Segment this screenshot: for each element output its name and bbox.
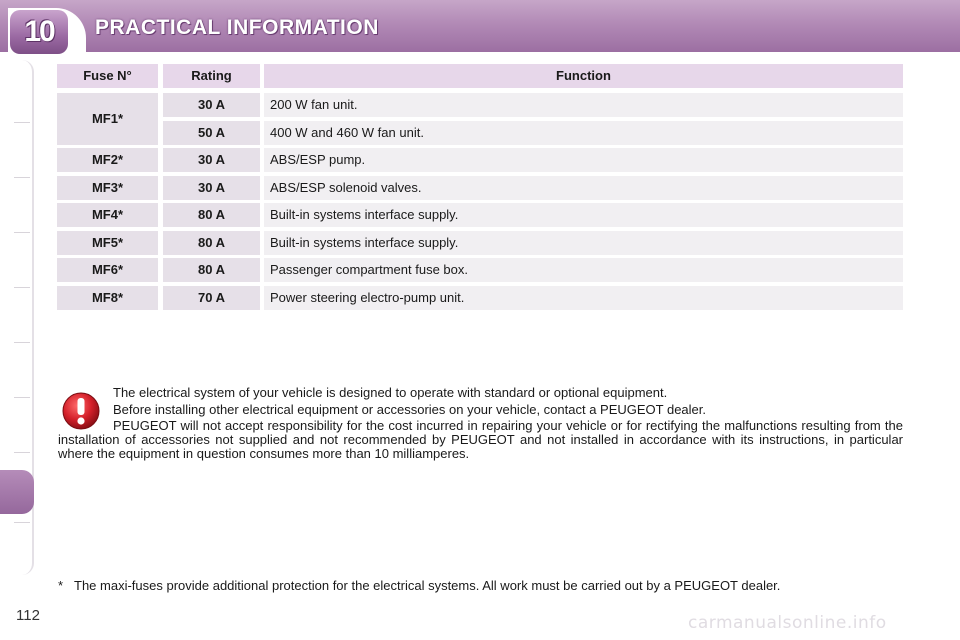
rail-tab-divider [14, 522, 30, 523]
table-header-rating: Rating [163, 64, 260, 88]
table-header-function: Function [264, 64, 903, 88]
rail-tab-active[interactable] [0, 470, 34, 514]
rail-tab-divider [14, 287, 30, 288]
table-cell-rating: 80 A [163, 231, 260, 255]
table-cell-fuse: MF1* [57, 93, 158, 145]
table-cell-fuse: MF4* [57, 203, 158, 227]
page-title: PRACTICAL INFORMATION [95, 16, 379, 39]
rail-tab-divider [14, 177, 30, 178]
rail-tab-divider [14, 397, 30, 398]
table-cell-function: Passenger compartment fuse box. [264, 258, 903, 282]
table-cell-rating: 80 A [163, 203, 260, 227]
table-cell-rating: 70 A [163, 286, 260, 310]
table-cell-function: Built-in systems interface supply. [264, 231, 903, 255]
table-cell-rating: 50 A [163, 121, 260, 145]
warning-paragraph-2: Before installing other electrical equipment or accessories on your vehicle, contact a PEUGEOT dealer. [113, 402, 707, 417]
footnote-marker: * [58, 578, 64, 593]
chapter-number-badge: 10 [10, 10, 68, 54]
table-cell-rating: 80 A [163, 258, 260, 282]
table-cell-function: 400 W and 460 W fan unit. [264, 121, 903, 145]
table-cell-function: Built-in systems interface supply. [264, 203, 903, 227]
page-number: 112 [16, 607, 40, 624]
rail-tab-divider [14, 122, 30, 123]
table-cell-rating: 30 A [163, 176, 260, 200]
table-cell-rating: 30 A [163, 93, 260, 117]
rail-tab-divider [14, 452, 30, 453]
table-cell-function: ABS/ESP pump. [264, 148, 903, 172]
table-cell-function: Power steering electro-pump unit. [264, 286, 903, 310]
warning-paragraph-3: PEUGEOT will not accept responsibility for the cost incurred in repairing your vehicle or for rectifying the malfunctions resulting from the installation of accessories not supplied and not recommended by PEUGEOT and not installed in accordance with its instructions, in particular where the equipment in question consumes more than 10 milliamperes. [58, 418, 903, 461]
table-cell-fuse: MF3* [57, 176, 158, 200]
table-cell-fuse: MF6* [57, 258, 158, 282]
table-cell-fuse: MF8* [57, 286, 158, 310]
warning-paragraph-1: The electrical system of your vehicle is designed to operate with standard or optional equipment. [113, 385, 668, 400]
table-cell-fuse: MF5* [57, 231, 158, 255]
rail-tab-divider [14, 342, 30, 343]
table-cell-function: 200 W fan unit. [264, 93, 903, 117]
table-cell-function: ABS/ESP solenoid valves. [264, 176, 903, 200]
watermark: carmanualsonline.info [688, 613, 887, 633]
rail-tab-divider [14, 232, 30, 233]
table-header-fuse: Fuse N° [57, 64, 158, 88]
table-cell-rating: 30 A [163, 148, 260, 172]
table-cell-fuse: MF2* [57, 148, 158, 172]
footnote-text: The maxi-fuses provide additional protection for the electrical systems. All work must be carried out by a PEUGEOT dealer. [74, 578, 781, 593]
